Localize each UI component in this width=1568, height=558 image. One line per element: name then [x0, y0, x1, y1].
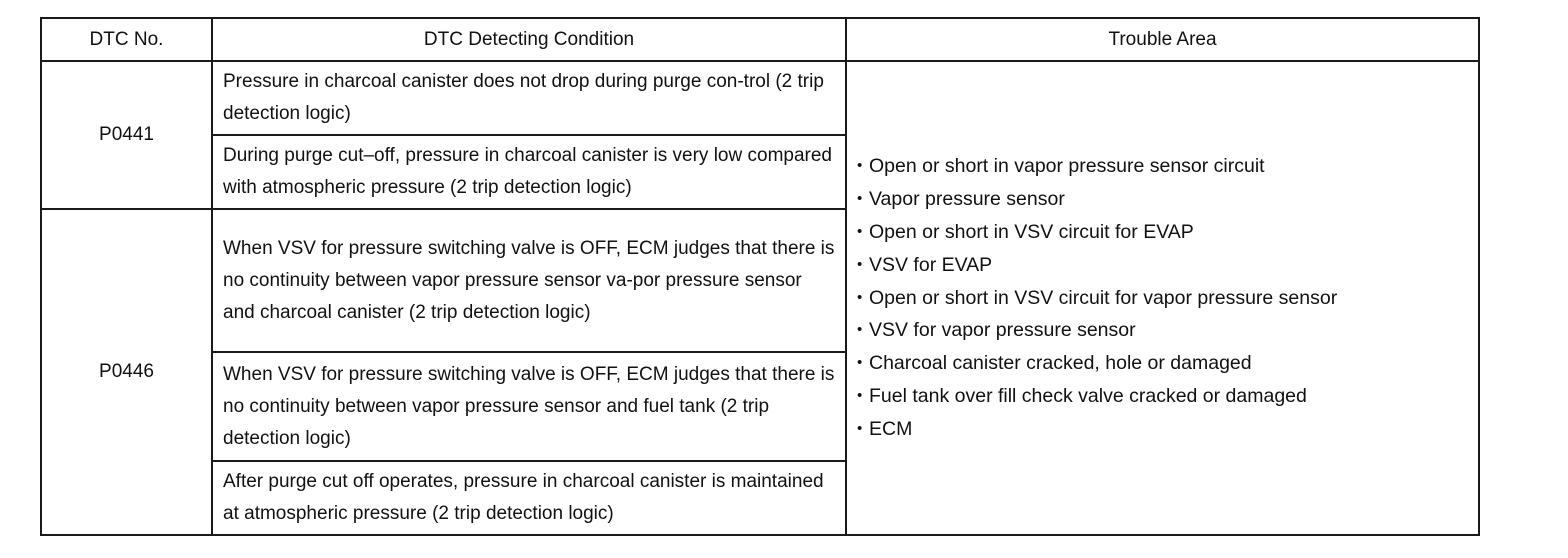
- trouble-area-item: • Charcoal canister cracked, hole or damaged: [857, 347, 1478, 380]
- condition-cell: During purge cut–off, pressure in charcoal canister is very low compared with atmospheric pressure (2 trip detection logic): [212, 135, 846, 209]
- condition-cell: When VSV for pressure switching valve is OFF, ECM judges that there is no continuity between vapor pressure sensor va-por pressure sensor and charcoal canister (2 trip detection logic): [212, 209, 846, 352]
- trouble-area-item: • Open or short in VSV circuit for vapor pressure sensor: [857, 282, 1478, 315]
- header-detecting-condition: DTC Detecting Condition: [212, 18, 846, 61]
- trouble-area-list: [857, 150, 1478, 445]
- dtc-code-p0441: P0441: [41, 61, 212, 209]
- dtc-code-p0446: P0446: [41, 209, 212, 535]
- trouble-area-item: • Fuel tank over fill check valve cracked or damaged: [857, 380, 1478, 413]
- trouble-area-item: • VSV for EVAP: [857, 249, 1478, 282]
- table-row: [41, 61, 1479, 135]
- condition-cell: Pressure in charcoal canister does not drop during purge con-trol (2 trip detection logic): [212, 61, 846, 135]
- trouble-area-cell: [846, 61, 1479, 535]
- trouble-area-item: • Open or short in vapor pressure sensor circuit: [857, 150, 1478, 183]
- trouble-area-item: • Open or short in VSV circuit for EVAP: [857, 216, 1478, 249]
- trouble-area-item: • Vapor pressure sensor: [857, 183, 1478, 216]
- header-trouble-area: Trouble Area: [846, 18, 1479, 61]
- trouble-area-item: • ECM: [857, 413, 1478, 446]
- header-row: [41, 18, 1479, 61]
- header-dtc-no: DTC No.: [41, 18, 212, 61]
- condition-cell: When VSV for pressure switching valve is OFF, ECM judges that there is no continuity between vapor pressure sensor and fuel tank (2 trip detection logic): [212, 352, 846, 461]
- condition-cell: After purge cut off operates, pressure in charcoal canister is maintained at atmospheric pressure (2 trip detection logic): [212, 461, 846, 535]
- dtc-table: [40, 17, 1480, 536]
- trouble-area-item: • VSV for vapor pressure sensor: [857, 314, 1478, 347]
